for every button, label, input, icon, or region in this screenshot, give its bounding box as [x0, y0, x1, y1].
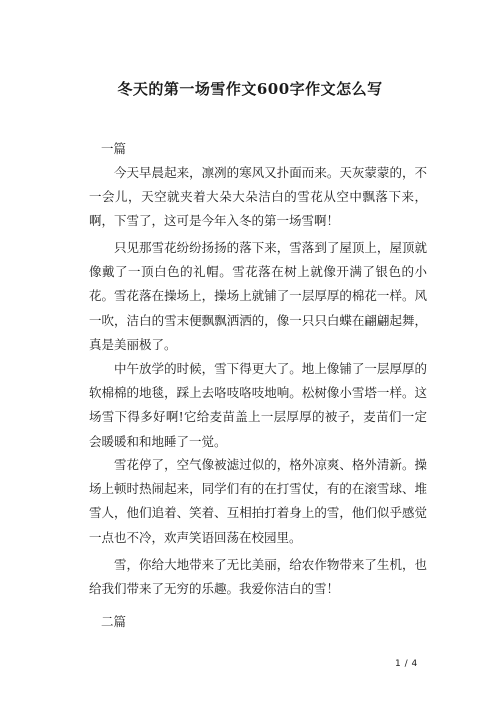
paragraph-3: 中午放学的时候，雪下得更大了。地上像铺了一层厚厚的软棉棉的地毯，踩上去咯吱咯吱地响。松树像小雪塔一样。这场雪下得多好啊!它给麦苗盖上一层厚厚的被子，麦苗们一定会暖暖和和地睡了一觉。 [89, 361, 427, 449]
paragraph-2: 只见那雪花纷纷扬扬的落下来，雪落到了屋顶上，屋顶就像戴了一顶白色的礼帽。雪花落在树上就像开满了银色的小花。雪花落在操场上，操场上就铺了一层厚厚的棉花一样。风一吹，洁白的雪末便飘飘洒洒的，像一只只白蝶在翩翩起舞，真是美丽极了。 [89, 240, 427, 352]
section-heading-two: 二篇 [101, 614, 127, 629]
page-title: 冬天的第一场雪作文600字作文怎么写 [117, 80, 383, 98]
page-number: 1 / 4 [395, 659, 418, 669]
paragraph-4: 雪花停了，空气像被滤过似的，格外凉爽、格外清新。操场上顿时热闹起来，同学们有的在打雪仗，有的在滚雪球、堆雪人，他们追着、笑着、互相拍打着身上的雪，他们似乎感觉一点也不冷，欢声笑语回荡在校园里。 [89, 457, 427, 545]
paragraph-5: 雪，你给大地带来了无比美丽，给农作物带来了生机，也给我们带来了无穷的乐趣。我爱你洁白的雪！ [89, 557, 427, 597]
section-heading-one: 一篇 [101, 141, 127, 156]
paragraph-1: 今天早晨起来，凛冽的寒风又扑面而来。天灰蒙蒙的，不一会儿，天空就夹着大朵大朵洁白的雪花从空中飘落下来，啊，下雪了，这可是今年入冬的第一场雪啊！ [89, 165, 427, 229]
